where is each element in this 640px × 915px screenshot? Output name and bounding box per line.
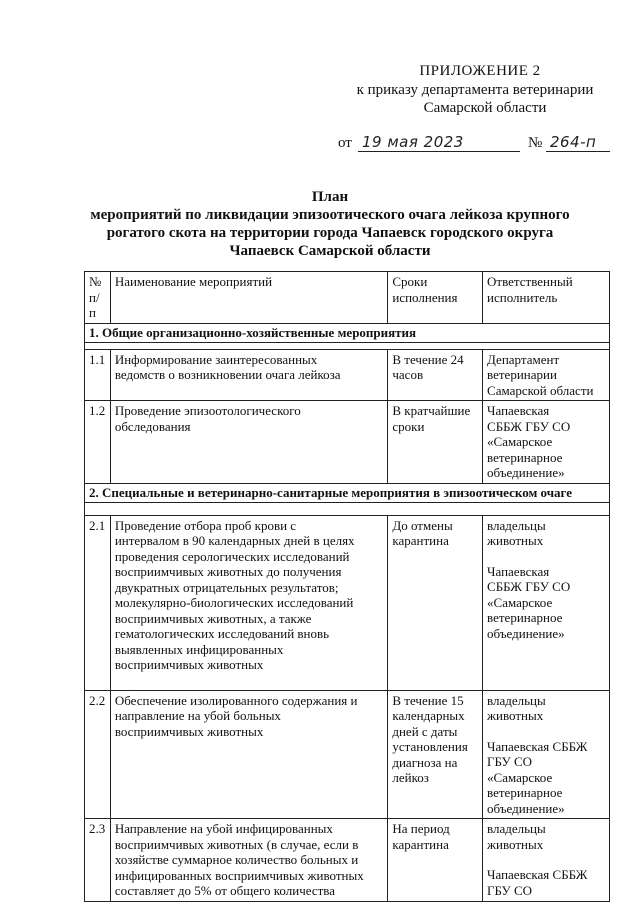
plan-subtitle-line2: рогатого скота на территории города Чапаевск городского округа <box>106 225 554 241</box>
table-row <box>85 690 610 819</box>
section-row <box>85 323 610 342</box>
row-responsible: Чапаевская СББЖ ГБУ СО «Самарское ветеринарное объединение» <box>483 401 610 484</box>
section-title-2: 2. Специальные и ветеринарно-санитарные мероприятия в эпизоотическом очаге <box>85 483 610 502</box>
row-name: Проведение отбора проб крови с интервалом в 90 календарных дней в целях проведения серологических исследований восприимчивых животных до получения двукратных отрицательных результатов; молекулярно-биологических исследований восприимчивых животных, а также гематологических исследований вновь выявленных инфицированных восприимчивых животных <box>110 515 388 690</box>
row-terms: В течение 24 часов <box>388 349 483 401</box>
table-row <box>85 515 610 690</box>
row-name: Проведение эпизоотологического обследования <box>110 401 388 484</box>
number-label: № <box>528 135 543 151</box>
row-terms: На период карантина <box>388 819 483 902</box>
table-header-row <box>85 272 610 324</box>
row-responsible: владельцы животных Чапаевская СББЖ ГБУ СО «Самарское ветеринарное объединение» <box>483 690 610 819</box>
date-label: от <box>338 135 352 151</box>
section-title-1: 1. Общие организационно-хозяйственные мероприятия <box>85 323 610 342</box>
table-row <box>85 401 610 484</box>
row-terms: В течение 15 календарных дней с даты установления диагноза на лейкоз <box>388 690 483 819</box>
row-num: 1.1 <box>85 349 111 401</box>
header-num: № п/п <box>85 272 111 324</box>
measures-table <box>84 271 610 902</box>
row-num: 2.3 <box>85 819 111 902</box>
date-handwritten: 19 мая 2023 <box>362 133 464 151</box>
row-terms: В кратчайшие сроки <box>388 401 483 484</box>
annex-subtitle-line2: Самарской области <box>423 100 547 116</box>
annex-subtitle-line1: к приказу департамента ветеринарии <box>356 82 594 98</box>
plan-title: План <box>311 189 349 205</box>
plan-subtitle-line1: мероприятий по ликвидации эпизоотического очага лейкоза крупного <box>90 207 570 223</box>
spacer-row <box>85 342 610 349</box>
row-num: 2.1 <box>85 515 111 690</box>
row-responsible: Департамент ветеринарии Самарской области <box>483 349 610 401</box>
table-row <box>85 349 610 401</box>
header-name: Наименование мероприятий <box>110 272 388 324</box>
row-responsible: владельцы животных Чапаевская СББЖ ГБУ СО «Самарское ветеринарное объединение» <box>483 515 610 690</box>
section-row <box>85 483 610 502</box>
row-num: 1.2 <box>85 401 111 484</box>
header-responsible: Ответственный исполнитель <box>483 272 610 324</box>
annex-title: ПРИЛОЖЕНИЕ 2 <box>419 63 541 79</box>
header-terms: Сроки исполнения <box>388 272 483 324</box>
table-row <box>85 819 610 902</box>
date-underline <box>358 151 520 152</box>
row-num: 2.2 <box>85 690 111 819</box>
plan-subtitle-line3: Чапаевск Самарской области <box>229 243 431 259</box>
row-responsible: владельцы животных Чапаевская СББЖ ГБУ СО <box>483 819 610 902</box>
row-terms: До отмены карантина <box>388 515 483 690</box>
row-name: Обеспечение изолированного содержания и направление на убой больных восприимчивых животных <box>110 690 388 819</box>
row-name: Информирование заинтересованных ведомств о возникновении очага лейкоза <box>110 349 388 401</box>
number-handwritten: 264-п <box>550 133 597 151</box>
row-name: Направление на убой инфицированных восприимчивых животных (в случае, если в хозяйстве суммарное количество больных и инфицированных восприимчивых животных составляет до 5% от общего количества <box>110 819 388 902</box>
number-underline <box>546 151 610 152</box>
spacer-row <box>85 502 610 515</box>
